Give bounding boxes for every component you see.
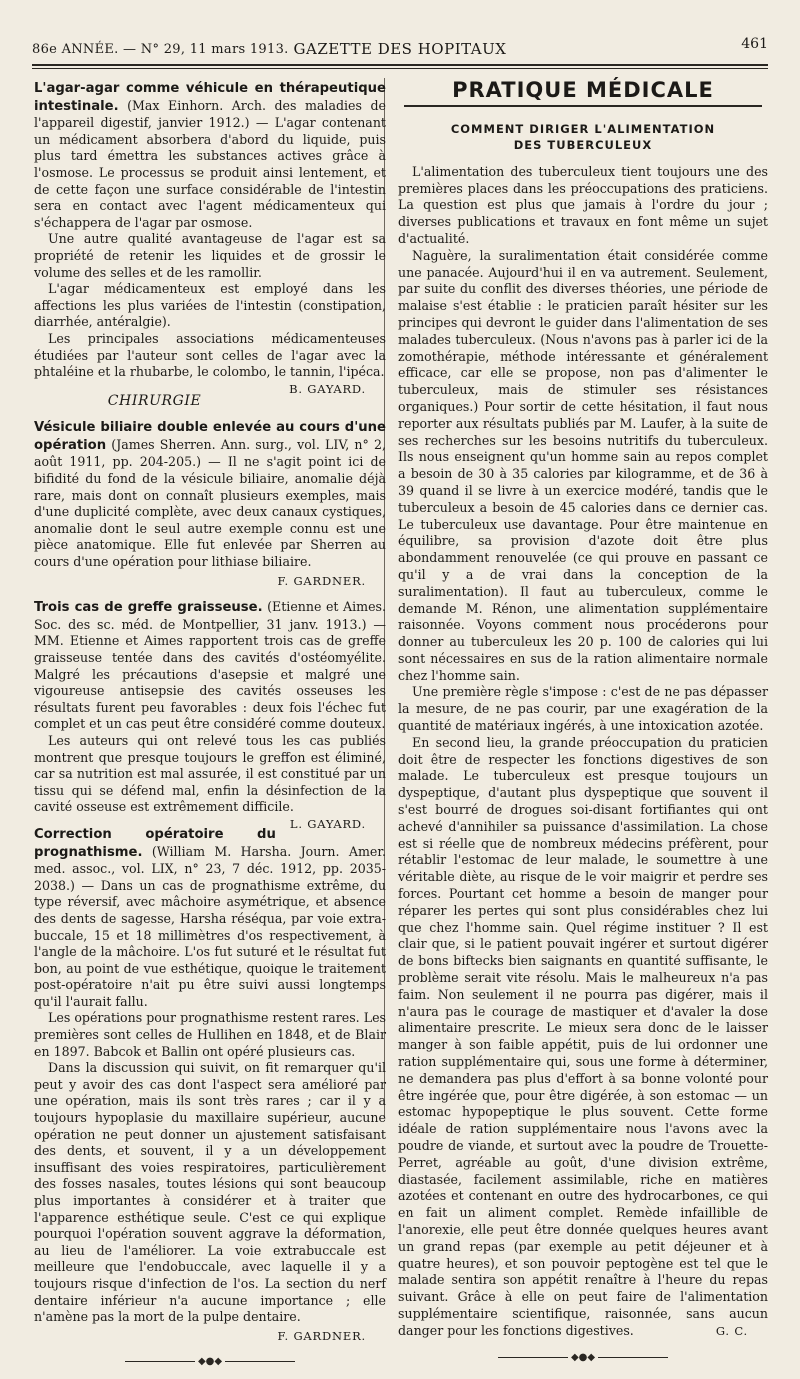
article-title: Correction opératoire du prognathisme. xyxy=(34,826,276,860)
article-title: Vésicule biliaire double enlevée au cours d'une opération xyxy=(34,420,386,453)
article-greffe xyxy=(34,599,386,831)
issue-info: 86e ANNÉE. — N° 29, 11 mars 1913. xyxy=(32,42,289,57)
article-heading-line2: DES TUBERCULEUX xyxy=(513,138,653,153)
article-text: Naguère, la suralimentation était considérée comme une panacée. Aujourd'hui il en va autrement. Seulement, par suite du conflit des diverses théories, une période de malaise s'est établie : le praticien paraît hésiter sur les principes qui devront le guider dans l'alimentation de ses malades tuberculeux. (Nous n'avons pas à parler ici de la zomothérapie, méthode intéressante et généralement efficace, car elle se propose, non pas d'alimenter le tuberculeux, mais de stimuler ses résistances organiques.) Pour sortir de cette hésitation, il faut nous reporter aux résultats publiés par M. Laufer, à la suite de ses recherches sur les besoins nutritifs du tuberculeux. Ils nous enseignent qu'un homme sain au repos complet a besoin de 30 à 35 calories par kilogramme, et de 36 à 39 quand il se livre à un exercice modéré, tandis que le tuberculeux a besoin de 45 calories dans ce dernier cas. Le tuberculeux use davantage. Pour être maintenue en équilibre, sa provision d'azote doit être plus abondamment renouvelée (ce qui prouve en passant ce qu'il y a de vrai dans la conception de la suralimentation). Il faut au tuberculeux, comme le demande M. Rénon, une alimentation supplémentaire raisonnée. Voyons comment nous procéderons pour donner au tuberculeux les 20 p. 100 de calories qui lui sont nécessaires en sus de la ration alimentaire normale chez l'homme sain. xyxy=(398,247,768,683)
article-reference: (William M. Harsha. Journ. Amer. med. assoc., vol. LIX, n° 23, 7 déc. 1912, pp. 2035-2038.) — xyxy=(34,843,386,893)
section-title-pratique-medicale: PRATIQUE MÉDICALE xyxy=(452,78,714,102)
article-text: Dans la discussion qui suivit, on fit remarquer qu'il peut y avoir des cas dont l'aspect sera amélioré par une opération, mais ils sont très rares ; car il y a toujours hypoplasie du maxillaire supérieur, aucune opération ne peut donner un ajustement satisfaisant des dents, et souvent, il y a un développement insuffisant des voies respiratoires, particulièrement des fosses nasales, toutes lésions qui sont beaucoup plus importantes à considérer et à traiter que l'apparence esthétique seule. C'est ce qui explique pourquoi l'opération souvent aggrave la déformation, au lieu de l'améliorer. La voie extrabuccale est meilleure que l'endobuccale, avec laquelle il y a toujours risque d'infection de l'os. La section du nerf dentaire inférieur n'a aucune importance ; elle n'amène pas la mort de la pulpe dentaire. xyxy=(34,1060,386,1325)
article-agar xyxy=(34,80,386,396)
signature: L. GAYARD. xyxy=(289,816,366,831)
signature: F. GARDNER. xyxy=(277,573,366,588)
page-header xyxy=(32,36,768,60)
section-rule xyxy=(404,105,762,107)
signature: B. GAYARD. xyxy=(289,381,366,396)
article-text: Dans un cas de prognathisme extrême, du type réversif, avec mâchoire asymétrique, et absence des dents de sagesse, Harsha réséqua, par voie extra-buccale, 15 et 18 millimètres d'os respectivement, à l'angle de la mâchoire. L'os fut suturé et le résultat fut bon, au point de vue esthétique, quoique le traitement post-opératoire n'ait pu être suivi aussi longtemps qu'il l'aurait fallu. xyxy=(34,877,386,1009)
left-column xyxy=(34,80,386,1379)
article-text: MM. Etienne et Aimes rapportent trois cas de greffe graisseuse tentée dans des cavités d'ostéomyélite. Malgré les précautions d'asepsie et malgré une vigoureuse antisepsie des cavités osseuses les résultats furent peu favorables : deux fois l'échec fut complet et un cas peut être considéré comme douteux. xyxy=(34,633,386,732)
signature: F. GARDNER. xyxy=(277,1328,366,1343)
article-prognathisme xyxy=(34,826,386,1344)
article-text: L'agar médicamenteux est employé dans les affections les plus variées de l'intestin (constipation, diarrhée, antéralgie). xyxy=(34,281,386,330)
article-title: L'agar-agar comme véhicule en thérapeutique intestinale. xyxy=(34,81,386,114)
journal-title: GAZETTE DES HOPITAUX xyxy=(293,40,507,58)
article-heading-line1: COMMENT DIRIGER L'ALIMENTATION xyxy=(450,121,716,136)
article-vesicule xyxy=(34,419,386,589)
article-reference: (James Sherren. Ann. surg., vol. LIV, n° 2, août 1911, pp. 204-205.) — xyxy=(34,436,386,470)
article-text: L'agar contenant un médicament absorbera d'abord du liquide, puis plus tard émettra les substances actives grâce à l'osmose. Le processus se produit ainsi lentement, et de cette façon une surface considérable de l'intestin sera en contact avec l'agent médicamenteux qui s'échappera de l'agar par osmose. xyxy=(34,115,386,230)
right-column xyxy=(398,80,768,1374)
article-reference: (Max Einhorn. Arch. des maladies de l'appareil digestif, janvier 1912.) — xyxy=(34,97,386,131)
header-rule-thin xyxy=(32,68,768,69)
ornament-divider: ◆●◆ xyxy=(398,1350,768,1367)
section-heading-chirurgie: CHIRURGIE xyxy=(107,392,202,409)
article-reference: (Etienne et Aimes. Soc. des sc. méd. de Montpellier, 31 janv. 1913.) — xyxy=(34,599,386,632)
signature: G. C. xyxy=(715,1323,748,1338)
article-text: Une autre qualité avantageuse de l'agar est sa propriété de retenir les liquides et de grossir le volume des selles et de les ramollir. xyxy=(34,231,386,280)
article-title: Trois cas de greffe graisseuse. xyxy=(34,600,263,616)
article-text: Les auteurs qui ont relevé tous les cas publiés montrent que presque toujours le greffon est éliminé, car sa nutrition est mal assurée, il est constitué par un tissu qui se défend mal, enfin la désinfection de la cavité osseuse est extrêmement difficile. L. GAYARD. xyxy=(34,732,386,831)
article-text: Il ne s'agit point ici de bifidité du fond de la vésicule biliaire, anomalie déjà rare, mais dont on connaît plusieurs exemples, mais d'une duplicité complète, avec deux canaux cystiques, anomalie dont le seul autre exemple connu est une pièce anatomique. Elle fut enlevée par Sherren au cours d'une opération pour lithiase biliaire. xyxy=(34,454,386,570)
article-text: Une première règle s'impose : c'est de ne pas dépasser la mesure, de ne pas courir, par une exagération de la quantité de matériaux ingérés, à une intoxication azotée. xyxy=(398,684,768,734)
article-text: Les principales associations médicamenteuses étudiées par l'auteur sont celles de l'agar avec la phtaléine et la rhubarbe, le colombo, le tannin, l'ipéca. B. GAYARD. xyxy=(34,330,386,396)
article-text: En second lieu, la grande préoccupation du praticien doit être de respecter les fonctions digestives de son malade. Le tuberculeux est presque toujours un dyspeptique, d'autant plus dyspeptique que souvent il s'est bourré de drogues soi-disant fortifiantes qui ont achevé d'annihiler sa puissance d'assimilation. La chose est si réelle que de nombreux médecins préfèrent, pour rétablir l'estomac de leur malade, le soumettre à une véritable diète, au risque de le voir maigrir et perdre ses forces. Pourtant cet homme a besoin de manger pour réparer les pertes qui sont plus considérables chez lui que chez l'homme sain. Quel régime instituer ? Il est clair que, si le patient pouvait ingérer et surtout digérer de bons biftecks bien saignants en quantité suffisante, le problème serait vite résolu. Mais le malheureux n'a pas faim. Non seulement il ne pourra pas digérer, mais il n'aura pas le courage de mastiquer et d'avaler la dose alimentaire prescrite. Le mieux sera donc de le laisser manger à son faible appétit, puis de lui ordonner une ration supplémentaire qui, sous une forme à déterminer, ne demandera pas plus d'effort à sa bonne volonté pour être ingérée que, pour être digérée, à son estomac — un estomac hypopeptique le plus souvent. Cette forme idéale de ration supplémentaire nous l'avons avec la poudre de viande, et surtout avec la poudre de Trouette-Perret, agréable au goût, d'une division extrême, diastasée, facilement assimilable, riche en matières azotées et contenant en outre des hydrocarbones, ce qui en fait un aliment complet. Remède infaillible de l'anorexie, elle peut être donnée quelques heures avant un grand repas (par exemple au petit déjeuner et à quatre heures), et son pouvoir peptogène est tel que le malade sentira son appétit renaître à l'heure du repas suivant. Grâce à elle on peut faire de l'alimentation supplémentaire scientifique, raisonnée, sans aucun danger pour les fonctions digestives. G. C. xyxy=(398,734,768,1338)
article-text: L'alimentation des tuberculeux tient toujours une des premières places dans les préoccupations des praticiens. La question est plus que jamais à l'ordre du jour ; diverses publications et travaux en font même un sujet d'actualité. xyxy=(398,163,768,246)
page-number: 461 xyxy=(741,36,768,52)
ornament-divider: ◆●◆ xyxy=(34,1354,386,1371)
article-text: Les opérations pour prognathisme restent rares. Les premières sont celles de Hullihen en 1848, et de Blair en 1897. Babcok et Ballin ont opéré plusieurs cas. xyxy=(34,1010,386,1059)
header-rule xyxy=(32,64,768,66)
